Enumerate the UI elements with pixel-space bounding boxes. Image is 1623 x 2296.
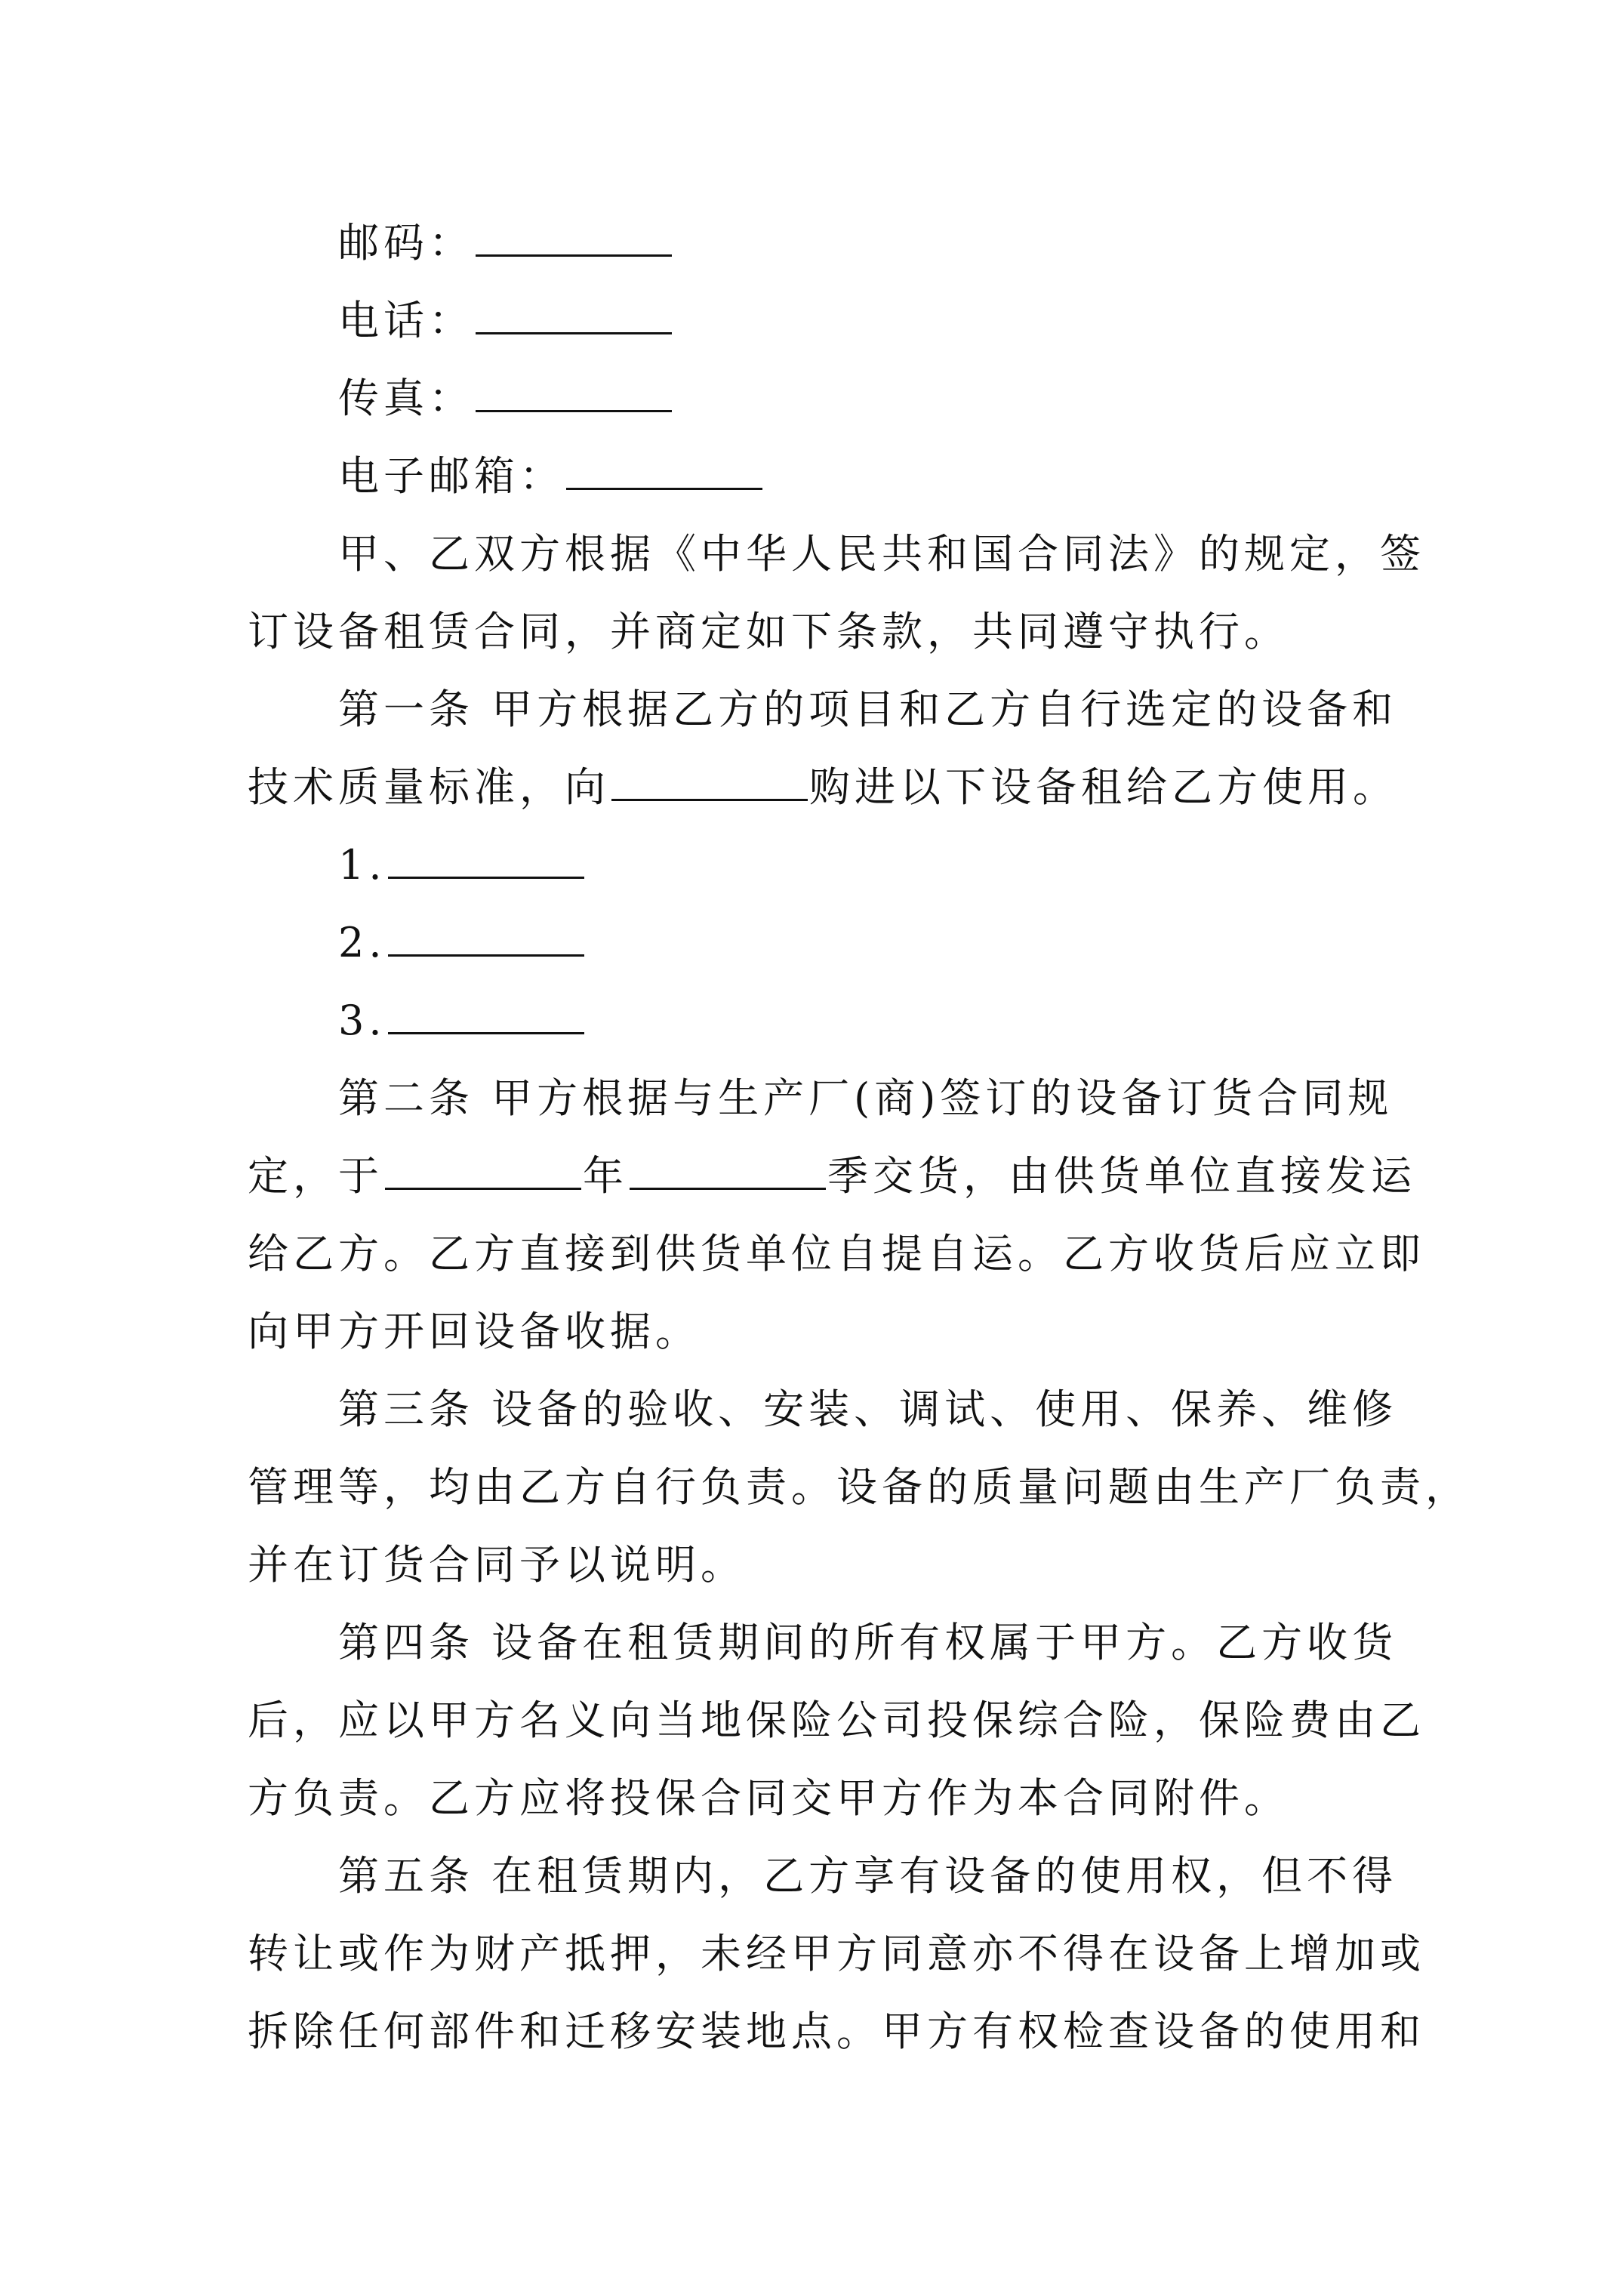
article1-line-1: 第一条 甲方根据乙方的项目和乙方自行选定的设备和 — [338, 686, 1398, 733]
item-blank-3 — [388, 990, 584, 1034]
phone-label: 电话： — [338, 297, 474, 344]
email-label: 电子邮箱： — [338, 452, 565, 500]
article2-line-2-a: 定，于 — [248, 1152, 383, 1200]
postcode-blank — [476, 212, 672, 257]
article2-line-2 — [248, 1138, 1416, 1215]
article2-line-3: 给乙方。乙方直接到供货单位自提自运。乙方收货后应立即 — [248, 1230, 1425, 1277]
intro-line-2: 订设备租赁合同，并商定如下条款，共同遵守执行。 — [248, 608, 1289, 655]
article3-line-2: 管理等，均由乙方自行负责。设备的质量问题由生产厂负责， — [248, 1463, 1471, 1511]
article4-line-2: 后，应以甲方名义向当地保险公司投保综合险，保险费由乙 — [248, 1697, 1425, 1744]
fax-label: 传真： — [338, 374, 474, 422]
article2-line-2-c: 季交货，由供货单位直接发运 — [827, 1152, 1416, 1200]
article4-line-1: 第四条 设备在租赁期间的所有权属于甲方。乙方收货 — [338, 1619, 1398, 1666]
year-blank — [385, 1145, 581, 1190]
item-number-1: 1. — [338, 841, 387, 889]
intro-line-1: 甲、乙双方根据《中华人民共和国合同法》的规定，签 — [338, 530, 1425, 578]
phone-row — [338, 282, 1478, 359]
item-row-3 — [338, 982, 1478, 1059]
article4-line-3: 方负责。乙方应将投保合同交甲方作为本合同附件。 — [248, 1774, 1289, 1822]
quarter-blank — [630, 1145, 826, 1190]
item-number-3: 3. — [338, 997, 387, 1044]
article2-line-4: 向甲方开回设备收据。 — [248, 1308, 701, 1355]
article5-line-1: 第五条 在租赁期内，乙方享有设备的使用权，但不得 — [338, 1852, 1398, 1900]
phone-blank — [476, 290, 672, 334]
article5-line-3: 拆除任何部件和迁移安装地点。甲方有权检查设备的使用和 — [248, 2008, 1425, 2055]
article2-line-2-b: 年 — [583, 1152, 628, 1200]
item-blank-1 — [388, 834, 584, 879]
article3-line-3: 并在订货合同予以说明。 — [248, 1541, 746, 1589]
item-row-2 — [338, 905, 1478, 982]
article2-line-1: 第二条 甲方根据与生产厂(商)签订的设备订货合同规 — [338, 1074, 1394, 1122]
supplier-blank — [611, 757, 808, 801]
email-row — [338, 438, 1478, 515]
fax-row — [338, 360, 1478, 437]
article5-line-2: 转让或作为财产抵押，未经甲方同意亦不得在设备上增加或 — [248, 1930, 1425, 1977]
item-blank-2 — [388, 912, 584, 957]
email-blank — [566, 445, 762, 490]
article3-line-1: 第三条 设备的验收、安装、调试、使用、保养、维修 — [338, 1385, 1398, 1433]
item-row-1 — [338, 827, 1478, 904]
fax-blank — [476, 368, 672, 412]
article1-line-2-after: 购进以下设备租给乙方使用。 — [809, 763, 1398, 811]
item-number-2: 2. — [338, 919, 387, 966]
postcode-row — [338, 205, 1478, 282]
article1-line-2 — [248, 749, 1398, 826]
postcode-label: 邮码： — [338, 219, 474, 267]
article1-line-2-before: 技术质量标准，向 — [248, 763, 610, 811]
